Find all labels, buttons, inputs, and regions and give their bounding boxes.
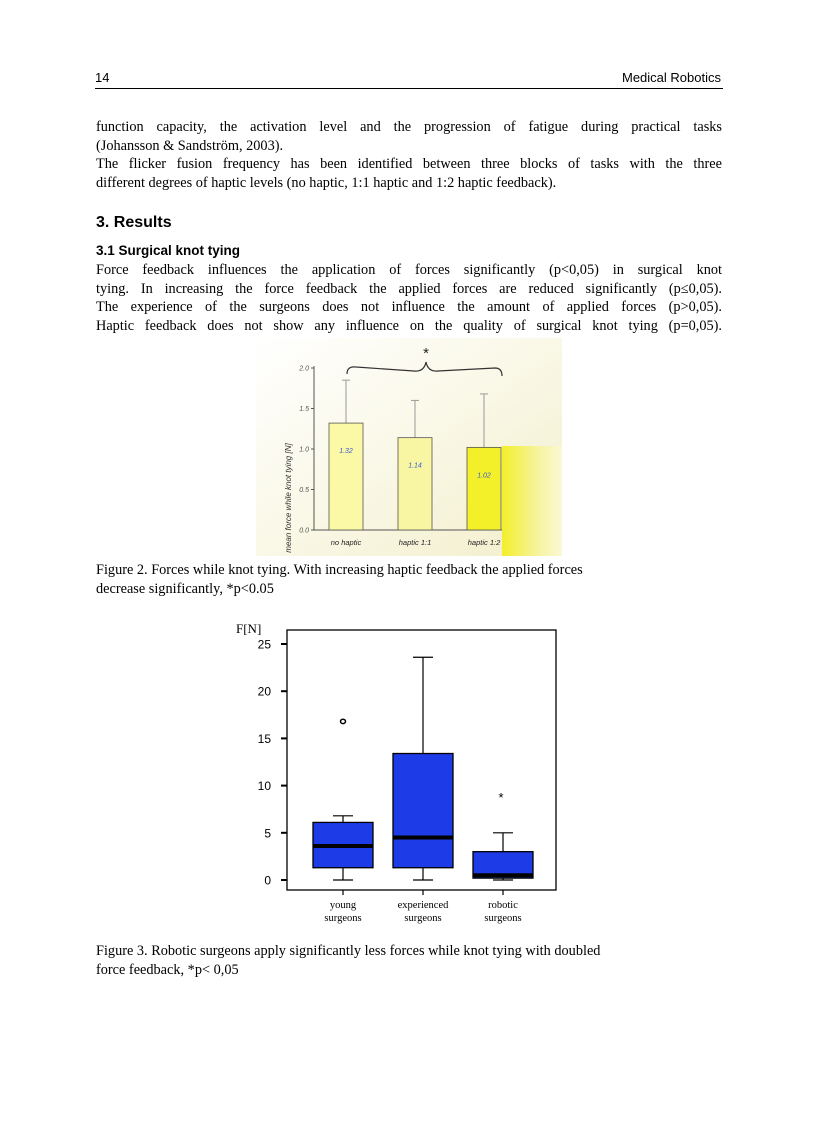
y-tick-label: 15 — [257, 731, 271, 746]
page-number: 14 — [95, 70, 110, 85]
bar — [329, 423, 363, 530]
figure3-box-plot — [225, 615, 565, 930]
results-line-3: The experience of the surgeons does not influence the amount of applied forces (p>0,05). — [96, 299, 722, 315]
y-tick-label: 0.0 — [299, 527, 309, 535]
outlier-star: * — [498, 790, 504, 806]
x-category-label: haptic 1:1 — [398, 538, 432, 547]
bar-value-label: 1.02 — [477, 472, 491, 480]
figure2-caption-line-2: decrease significantly, *p<0.05 — [96, 581, 274, 597]
section-heading: 3. Results — [96, 214, 172, 231]
box — [393, 754, 453, 868]
results-line-2: tying. In increasing the force feedback the applied forces are reduced significantly (p≤0,05). — [96, 281, 722, 297]
y-tick-label: 2.0 — [299, 365, 309, 373]
bar-value-label: 1.32 — [339, 448, 353, 456]
y-tick-label: 5 — [264, 826, 271, 841]
x-category-label: no haptic — [330, 538, 362, 547]
x-category-label: young — [329, 900, 357, 911]
significance-marker: * — [423, 345, 429, 362]
subsection-heading: 3.1 Surgical knot tying — [96, 243, 241, 258]
figure2-caption-line-1: Figure 2. Forces while knot tying. With increasing haptic feedback the applied forces — [96, 562, 583, 578]
figure3-y-axis-label: F[N] — [236, 621, 262, 636]
y-tick-label: 0.5 — [299, 487, 309, 494]
bar — [398, 438, 432, 530]
intro-line-2: (Johansson & Sandström, 2003). — [96, 138, 284, 154]
figure2-y-axis-label: mean force while knot tying [N] — [284, 443, 293, 553]
y-tick-label: 0 — [264, 873, 271, 888]
intro-line-4: different degrees of haptic levels (no haptic, 1:1 haptic and 1:2 haptic feedback). — [96, 175, 557, 191]
y-tick-label: 25 — [257, 637, 271, 652]
outlier-circle — [341, 719, 346, 723]
decorative-edge-block — [502, 446, 562, 556]
x-category-label: surgeons — [484, 913, 522, 924]
results-line-1: Force feedback influences the application of forces significantly (p<0,05) in surgical knot — [96, 262, 722, 278]
results-line-4: Haptic feedback does not show any influence on the quality of surgical knot tying (p=0,05). — [96, 318, 722, 334]
x-category-label: surgeons — [404, 913, 442, 924]
x-category-label: experienced — [397, 900, 449, 911]
figure3-caption-line-2: force feedback, *p< 0,05 — [96, 962, 239, 978]
y-tick-label: 20 — [257, 684, 271, 699]
figure3-caption-line-1: Figure 3. Robotic surgeons apply significantly less forces while knot tying with doubled — [96, 943, 601, 959]
figure2-bar-chart — [256, 338, 562, 556]
intro-line-1: function capacity, the activation level and the progression of fatigue during practical tasks — [96, 119, 722, 135]
x-category-label: robotic — [488, 900, 518, 911]
x-category-label: surgeons — [324, 913, 362, 924]
x-category-label: haptic 1:2 — [467, 538, 501, 547]
bar-value-label: 1.14 — [408, 462, 422, 470]
bar — [467, 447, 501, 530]
y-tick-label: 10 — [257, 779, 271, 794]
running-title: Medical Robotics — [622, 70, 721, 85]
y-tick-label: 1.0 — [299, 446, 309, 454]
y-tick-label: 1.5 — [299, 406, 309, 413]
page-header — [95, 68, 723, 89]
intro-line-3: The flicker fusion frequency has been identified between three blocks of tasks with the three — [96, 156, 722, 172]
